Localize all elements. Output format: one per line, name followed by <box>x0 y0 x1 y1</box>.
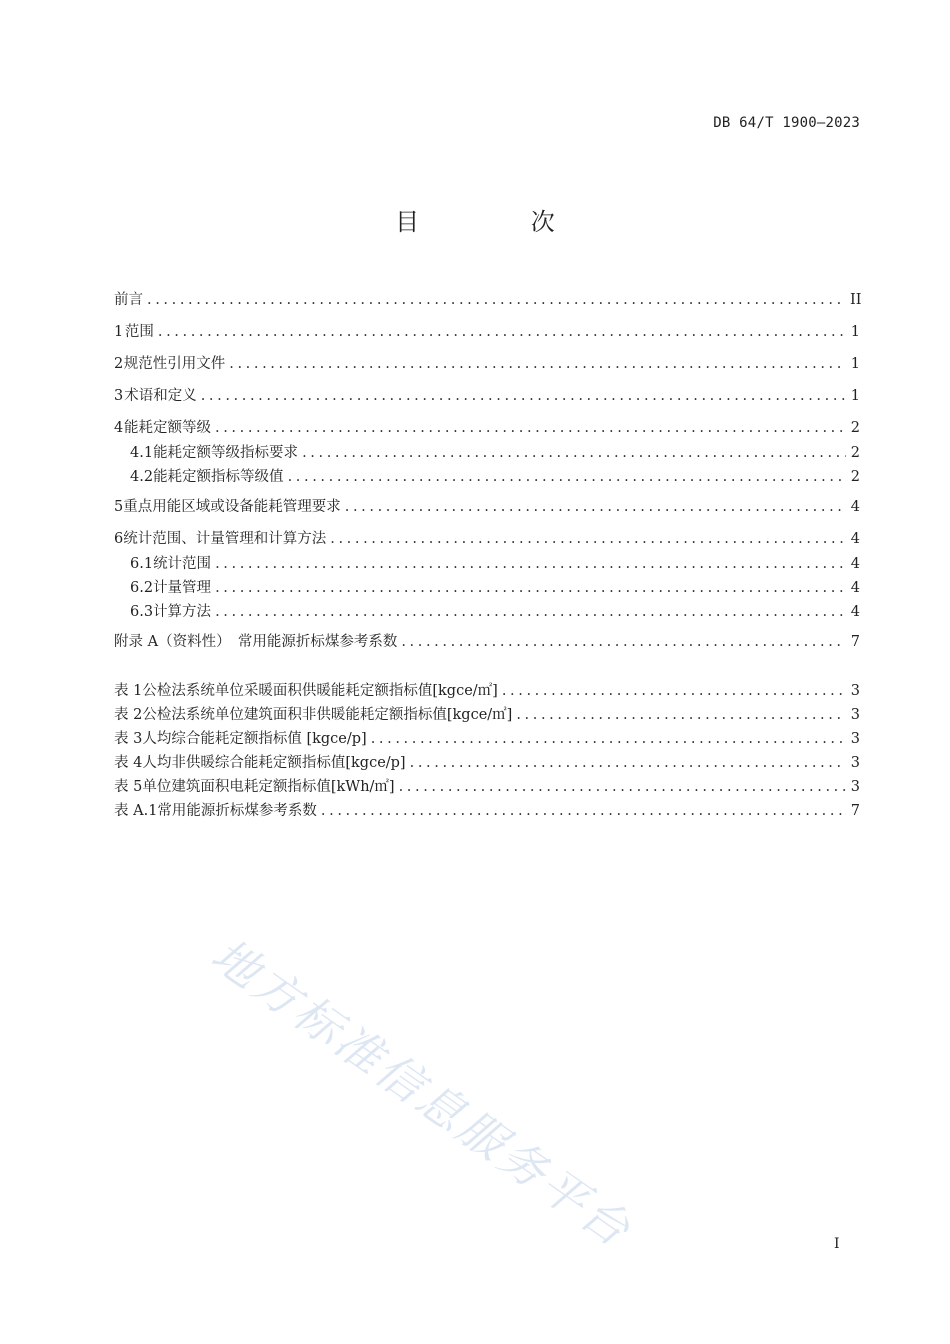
toc-entry-page: 2 <box>850 469 860 485</box>
toc-leader <box>302 443 846 463</box>
toc-leader <box>215 554 846 574</box>
toc-entry-num: 1 <box>114 324 124 340</box>
table-entry-2[interactable] <box>114 705 860 725</box>
toc-entry-num: 2 <box>114 356 124 372</box>
toc-entry-text: 附录 A（资料性） 常用能源折标煤参考系数 <box>114 634 398 650</box>
toc-entry-5[interactable] <box>114 497 860 517</box>
table-entry-text: 人均非供暖综合能耗定额指标值[kgce/p] <box>142 755 406 771</box>
toc-leader <box>401 632 846 652</box>
toc-entry-6[interactable] <box>114 529 860 549</box>
toc-entry-text: 术语和定义 <box>124 388 197 404</box>
toc-entry-4-1[interactable] <box>114 443 860 463</box>
table-entry-num: 表 5 <box>114 779 143 795</box>
toc-entry-4-2[interactable] <box>114 467 860 487</box>
toc-entry-appendix-a[interactable] <box>114 632 860 652</box>
toc-entry-page: 4 <box>850 556 860 572</box>
table-entry-5[interactable] <box>114 777 860 797</box>
toc-entry-num: 6.3 <box>130 604 154 620</box>
toc-entry-text: 能耗定额等级指标要求 <box>153 445 299 461</box>
table-entry-page: 3 <box>850 707 860 723</box>
toc-entry-2[interactable] <box>114 354 860 374</box>
table-entry-a1[interactable] <box>114 801 860 821</box>
table-entry-page: 3 <box>850 731 860 747</box>
toc-entry-page: 4 <box>850 580 860 596</box>
toc-leader <box>345 497 846 517</box>
table-entry-page: 7 <box>850 803 860 819</box>
table-entry-text: 人均综合能耗定额指标值 [kgce/p] <box>142 731 367 747</box>
table-entry-4[interactable] <box>114 753 860 773</box>
table-entry-3[interactable] <box>114 729 860 749</box>
toc-entry-page: II <box>850 292 862 308</box>
toc-entry-num: 4.1 <box>130 445 154 461</box>
table-entry-num: 表 1 <box>114 683 143 699</box>
toc-entry-6-2[interactable] <box>114 578 860 598</box>
toc-entry-num: 6 <box>114 531 124 547</box>
toc-leader <box>371 729 846 749</box>
toc-entry-4[interactable] <box>114 418 860 438</box>
toc-entry-page: 1 <box>850 324 860 340</box>
toc-entry-page: 1 <box>850 388 860 404</box>
toc-entry-text: 前言 <box>114 292 143 308</box>
table-entry-num: 表 4 <box>114 755 143 771</box>
table-entry-num: 表 2 <box>114 707 143 723</box>
toc-title: 目 次 <box>395 208 607 236</box>
toc-leader <box>215 418 846 438</box>
toc-leader <box>229 354 846 374</box>
table-entry-page: 3 <box>850 779 860 795</box>
table-entry-text: 单位建筑面积电耗定额指标值[kWh/㎡] <box>142 779 395 795</box>
toc-entry-text: 范围 <box>124 324 154 340</box>
toc-entry-text: 能耗定额指标等级值 <box>153 469 284 485</box>
toc-entry-num: 6.2 <box>130 580 154 596</box>
toc-leader <box>399 777 846 797</box>
toc-entry-num: 3 <box>114 388 124 404</box>
toc-leader <box>330 529 846 549</box>
toc-entry-6-1[interactable] <box>114 554 860 574</box>
toc-leader <box>410 753 846 773</box>
toc-entry-num: 6.1 <box>130 556 154 572</box>
toc-entry-text: 统计范围 <box>153 556 212 572</box>
toc-entry-page: 7 <box>850 634 860 650</box>
table-entry-text: 常用能源折标煤参考系数 <box>157 803 317 819</box>
toc-leader <box>147 290 846 310</box>
table-entry-page: 3 <box>850 755 860 771</box>
toc-entry-num: 5 <box>114 499 124 515</box>
table-entry-1[interactable] <box>114 681 860 701</box>
toc-entry-text: 计量管理 <box>153 580 212 596</box>
toc-leader <box>502 681 846 701</box>
toc-leader <box>288 467 846 487</box>
toc-entry-page: 4 <box>850 499 860 515</box>
toc-entry-text: 规范性引用文件 <box>123 356 226 372</box>
toc-entry-1[interactable] <box>114 322 860 342</box>
toc-entry-page: 4 <box>850 531 860 547</box>
page-number: I <box>834 1236 840 1252</box>
toc-leader <box>158 322 846 342</box>
toc-leader <box>321 801 846 821</box>
table-entry-page: 3 <box>850 683 860 699</box>
toc-entry-text: 计算方法 <box>153 604 212 620</box>
toc-leader <box>516 705 846 725</box>
toc-entry-num: 4 <box>114 420 124 436</box>
doc-code: DB 64/T 1900—2023 <box>713 115 860 131</box>
toc-entry-6-3[interactable] <box>114 602 860 622</box>
toc-entry-text: 重点用能区域或设备能耗管理要求 <box>123 499 341 515</box>
toc-entry-text: 统计范围、计量管理和计算方法 <box>123 531 327 547</box>
toc-leader <box>215 602 846 622</box>
toc-entry-3[interactable] <box>114 386 860 406</box>
toc-entry-page: 2 <box>850 445 860 461</box>
table-entry-text: 公检法系统单位采暖面积供暖能耗定额指标值[kgce/㎡] <box>142 683 498 699</box>
toc-entry-page: 1 <box>850 356 860 372</box>
table-entry-num: 表 A.1 <box>114 803 158 819</box>
toc-entry-page: 4 <box>850 604 860 620</box>
toc-entry-text: 能耗定额等级 <box>124 420 211 436</box>
toc-entry-page: 2 <box>850 420 860 436</box>
table-entry-num: 表 3 <box>114 731 143 747</box>
toc-entry-preface[interactable] <box>114 290 860 310</box>
toc-entry-num: 4.2 <box>130 469 154 485</box>
table-entry-text: 公检法系统单位建筑面积非供暖能耗定额指标值[kgce/㎡] <box>142 707 513 723</box>
toc-leader <box>215 578 846 598</box>
watermark: 地方标准信息服务平台 <box>201 927 643 1259</box>
toc-leader <box>201 386 846 406</box>
